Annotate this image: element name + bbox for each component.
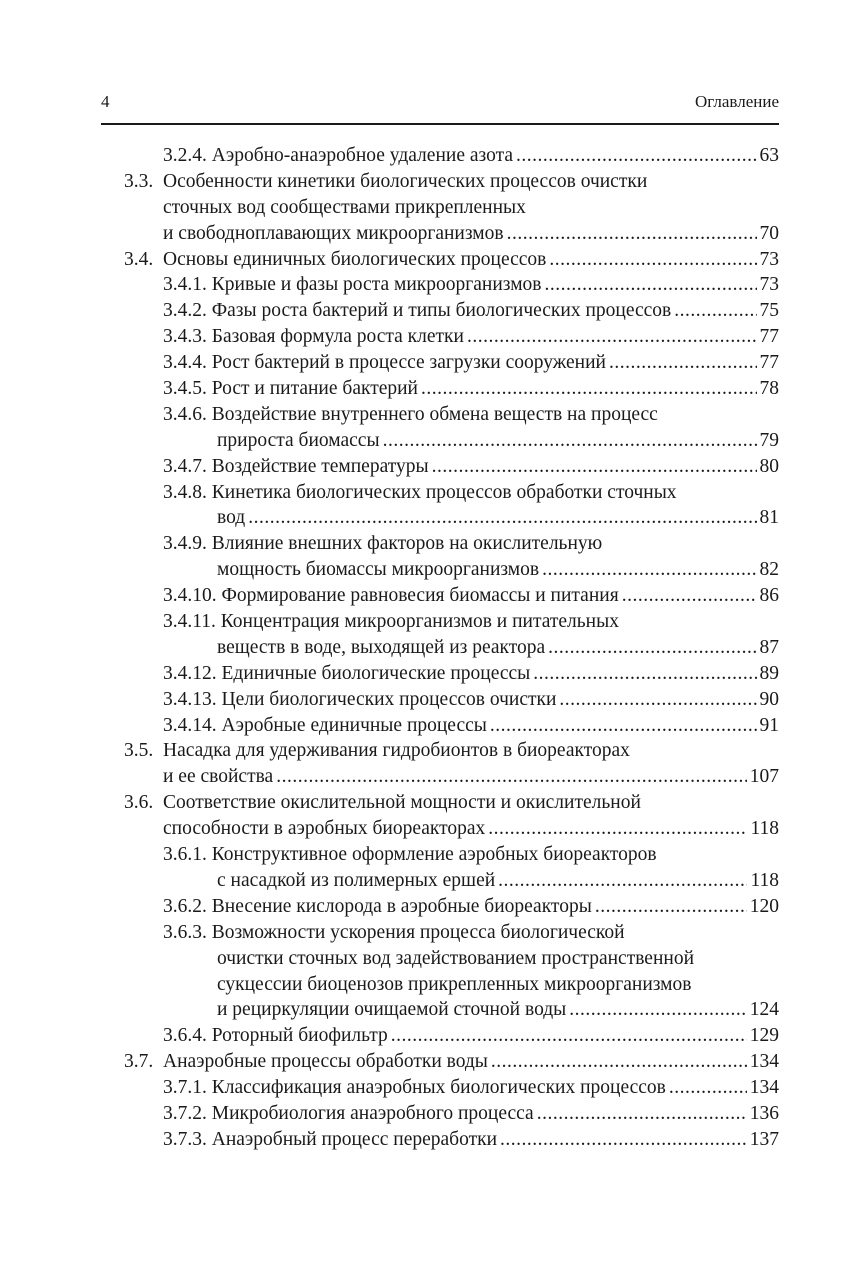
toc-page-number: 73 — [759, 274, 779, 296]
leader-dots — [421, 376, 757, 402]
toc-line-text: 3.4.11. Концентрация микроорганизмов и питательных — [163, 611, 619, 633]
leader-dots — [542, 557, 756, 583]
toc-page-number: 134 — [749, 1051, 779, 1073]
toc-entry-3-4-7[interactable] — [0, 454, 857, 480]
toc-line-text: Основы единичных биологических процессов — [163, 248, 547, 270]
toc-line-text: 3.7.2. Микробиология анаэробного процесса — [163, 1102, 534, 1124]
table-of-contents — [0, 143, 857, 1153]
toc-page-number: 137 — [749, 1128, 779, 1150]
toc-line-text: 3.4.12. Единичные биологические процессы — [163, 662, 531, 684]
toc-page-number: 107 — [749, 766, 779, 788]
toc-line-text: 3.4.2. Фазы роста бактерий и типы биологических процессов — [163, 300, 672, 322]
toc-line-text: Особенности кинетики биологических процессов очистки — [163, 170, 648, 192]
toc-line-text: сточных вод сообществами прикрепленных — [163, 196, 526, 218]
toc-entry-3-4-5[interactable] — [0, 376, 857, 402]
toc-line-text: мощность биомассы микроорганизмов — [217, 559, 540, 581]
toc-page-number: 136 — [749, 1102, 779, 1124]
toc-page-number: 79 — [759, 429, 779, 451]
toc-page-number: 86 — [759, 585, 779, 607]
toc-line-text: 3.4.1. Кривые и фазы роста микроорганизмов — [163, 274, 542, 296]
toc-page-number: 78 — [759, 378, 779, 400]
toc-line-text: 3.4.13. Цели биологических процессов очистки — [163, 688, 557, 710]
toc-page-number: 87 — [759, 636, 779, 658]
toc-line-text: Соответствие окислительной мощности и окислительной — [163, 792, 641, 814]
leader-dots — [548, 635, 756, 661]
toc-entry-3-6-3[interactable] — [0, 920, 857, 1024]
toc-entry-3-2-4[interactable] — [0, 143, 857, 169]
toc-page-number: 134 — [749, 1077, 779, 1099]
toc-line-text: 3.6.3. Возможности ускорения процесса биологической — [163, 921, 625, 943]
toc-line-text: с насадкой из полимерных ершей — [217, 869, 496, 891]
toc-line-text: Анаэробные процессы обработки воды — [163, 1051, 488, 1073]
toc-line-text: 3.4.14. Аэробные единичные процессы — [163, 714, 487, 736]
toc-page-number: 77 — [759, 352, 779, 374]
toc-page-number: 118 — [750, 818, 779, 840]
leader-dots — [549, 247, 756, 273]
toc-page-number: 118 — [750, 869, 779, 891]
leader-dots — [276, 764, 747, 790]
toc-entry-3-4-6[interactable] — [0, 402, 857, 454]
leader-dots — [569, 997, 746, 1023]
leader-dots — [488, 816, 747, 842]
running-title: Оглавление — [695, 92, 779, 111]
toc-entry-3-6[interactable] — [0, 790, 857, 842]
toc-section-number: 3.7. — [124, 1051, 154, 1073]
leader-dots — [498, 868, 747, 894]
leader-dots — [559, 687, 756, 713]
leader-dots — [533, 661, 756, 687]
toc-page-number: 81 — [759, 507, 779, 529]
toc-line-text: Насадка для удерживания гидробионтов в биореакторах — [163, 740, 630, 762]
toc-entry-3-7-2[interactable] — [0, 1101, 857, 1127]
leader-dots — [248, 505, 756, 531]
toc-line-text: 3.4.8. Кинетика биологических процессов обработки сточных — [163, 481, 677, 503]
leader-dots — [491, 1049, 747, 1075]
toc-line-text: вод — [217, 507, 246, 529]
toc-page-number: 75 — [759, 300, 779, 322]
toc-line-text: 3.6.2. Внесение кислорода в аэробные биореакторы — [163, 895, 592, 917]
toc-line-text: 3.7.3. Анаэробный процесс переработки — [163, 1128, 498, 1150]
toc-line-text: 3.4.5. Рост и питание бактерий — [163, 378, 418, 400]
toc-page-number: 70 — [759, 222, 779, 244]
toc-entry-3-6-4[interactable] — [0, 1023, 857, 1049]
toc-entry-3-4-12[interactable] — [0, 661, 857, 687]
toc-entry-3-4-9[interactable] — [0, 531, 857, 583]
toc-line-text: и рециркуляции очищаемой сточной воды — [217, 999, 567, 1021]
toc-page-number: 82 — [759, 559, 779, 581]
toc-section-number: 3.3. — [124, 170, 154, 192]
toc-line-text: 3.7.1. Классификация анаэробных биологических процессов — [163, 1077, 666, 1099]
leader-dots — [537, 1101, 747, 1127]
toc-entry-3-5[interactable] — [0, 738, 857, 790]
toc-line-text: способности в аэробных биореакторах — [163, 818, 486, 840]
running-head — [101, 92, 779, 116]
toc-entry-3-4-11[interactable] — [0, 609, 857, 661]
leader-dots — [622, 583, 757, 609]
leader-dots — [490, 713, 757, 739]
toc-page-number: 120 — [749, 895, 779, 917]
toc-entry-3-6-2[interactable] — [0, 894, 857, 920]
toc-entry-3-4-2[interactable] — [0, 298, 857, 324]
toc-line-text: и свободноплавающих микроорганизмов — [163, 222, 504, 244]
toc-page-number: 63 — [759, 145, 779, 166]
toc-entry-3-4-8[interactable] — [0, 480, 857, 532]
toc-section-number: 3.4. — [124, 248, 154, 270]
leader-dots — [500, 1127, 747, 1153]
toc-line-text: и ее свойства — [163, 766, 274, 788]
toc-page-number: 124 — [749, 999, 779, 1021]
toc-entry-3-7[interactable] — [0, 1049, 857, 1075]
toc-line-text: очистки сточных вод задействованием пространственной — [217, 947, 695, 969]
toc-entry-3-4-4[interactable] — [0, 350, 857, 376]
toc-page-number: 91 — [759, 714, 779, 736]
toc-page-number: 89 — [759, 662, 779, 684]
toc-line-text: 3.4.6. Воздействие внутреннего обмена веществ на процесс — [163, 403, 658, 425]
toc-entry-3-4-1[interactable] — [0, 272, 857, 298]
toc-line-text: сукцессии биоценозов прикрепленных микроорганизмов — [217, 973, 692, 995]
leader-dots — [609, 350, 757, 376]
leader-dots — [432, 454, 757, 480]
toc-entry-3-4-14[interactable] — [0, 713, 857, 739]
toc-section-number: 3.6. — [124, 792, 154, 814]
toc-line-text: 3.2.4. Аэробно-анаэробное удаление азота — [163, 145, 514, 166]
toc-page-number: 73 — [759, 248, 779, 270]
toc-entry-3-7-1[interactable] — [0, 1075, 857, 1101]
leader-dots — [467, 324, 757, 350]
toc-page-number: 80 — [759, 455, 779, 477]
toc-line-text: 3.4.3. Базовая формула роста клетки — [163, 326, 464, 348]
toc-section-number: 3.5. — [124, 740, 154, 762]
toc-entry-3-4-10[interactable] — [0, 583, 857, 609]
leader-dots — [507, 221, 757, 247]
leader-dots — [674, 298, 756, 324]
toc-entry-3-4-13[interactable] — [0, 687, 857, 713]
toc-line-text: 3.4.7. Воздействие температуры — [163, 455, 429, 477]
leader-dots — [383, 428, 757, 454]
toc-entry-3-6-1[interactable] — [0, 842, 857, 894]
toc-page-number: 129 — [749, 1025, 779, 1047]
toc-line-text: 3.4.4. Рост бактерий в процессе загрузки сооружений — [163, 352, 606, 374]
leader-dots — [516, 143, 756, 169]
toc-page-number: 77 — [759, 326, 779, 348]
leader-dots — [595, 894, 747, 920]
toc-entry-3-7-3[interactable] — [0, 1127, 857, 1153]
header-rule — [101, 123, 779, 125]
toc-page-number: 90 — [759, 688, 779, 710]
leader-dots — [669, 1075, 747, 1101]
toc-line-text: 3.4.10. Формирование равновесия биомассы и питания — [163, 585, 619, 607]
leader-dots — [391, 1023, 747, 1049]
toc-entry-3-4[interactable] — [0, 247, 857, 273]
page-number: 4 — [101, 92, 110, 111]
toc-line-text: прироста биомассы — [217, 429, 380, 451]
toc-entry-3-3[interactable] — [0, 169, 857, 247]
toc-line-text: веществ в воде, выходящей из реактора — [217, 636, 546, 658]
toc-line-text: 3.6.1. Конструктивное оформление аэробных биореакторов — [163, 844, 657, 866]
toc-entry-3-4-3[interactable] — [0, 324, 857, 350]
toc-line-text: 3.6.4. Роторный биофильтр — [163, 1025, 388, 1047]
leader-dots — [545, 272, 757, 298]
toc-line-text: 3.4.9. Влияние внешних факторов на окислительную — [163, 533, 603, 555]
